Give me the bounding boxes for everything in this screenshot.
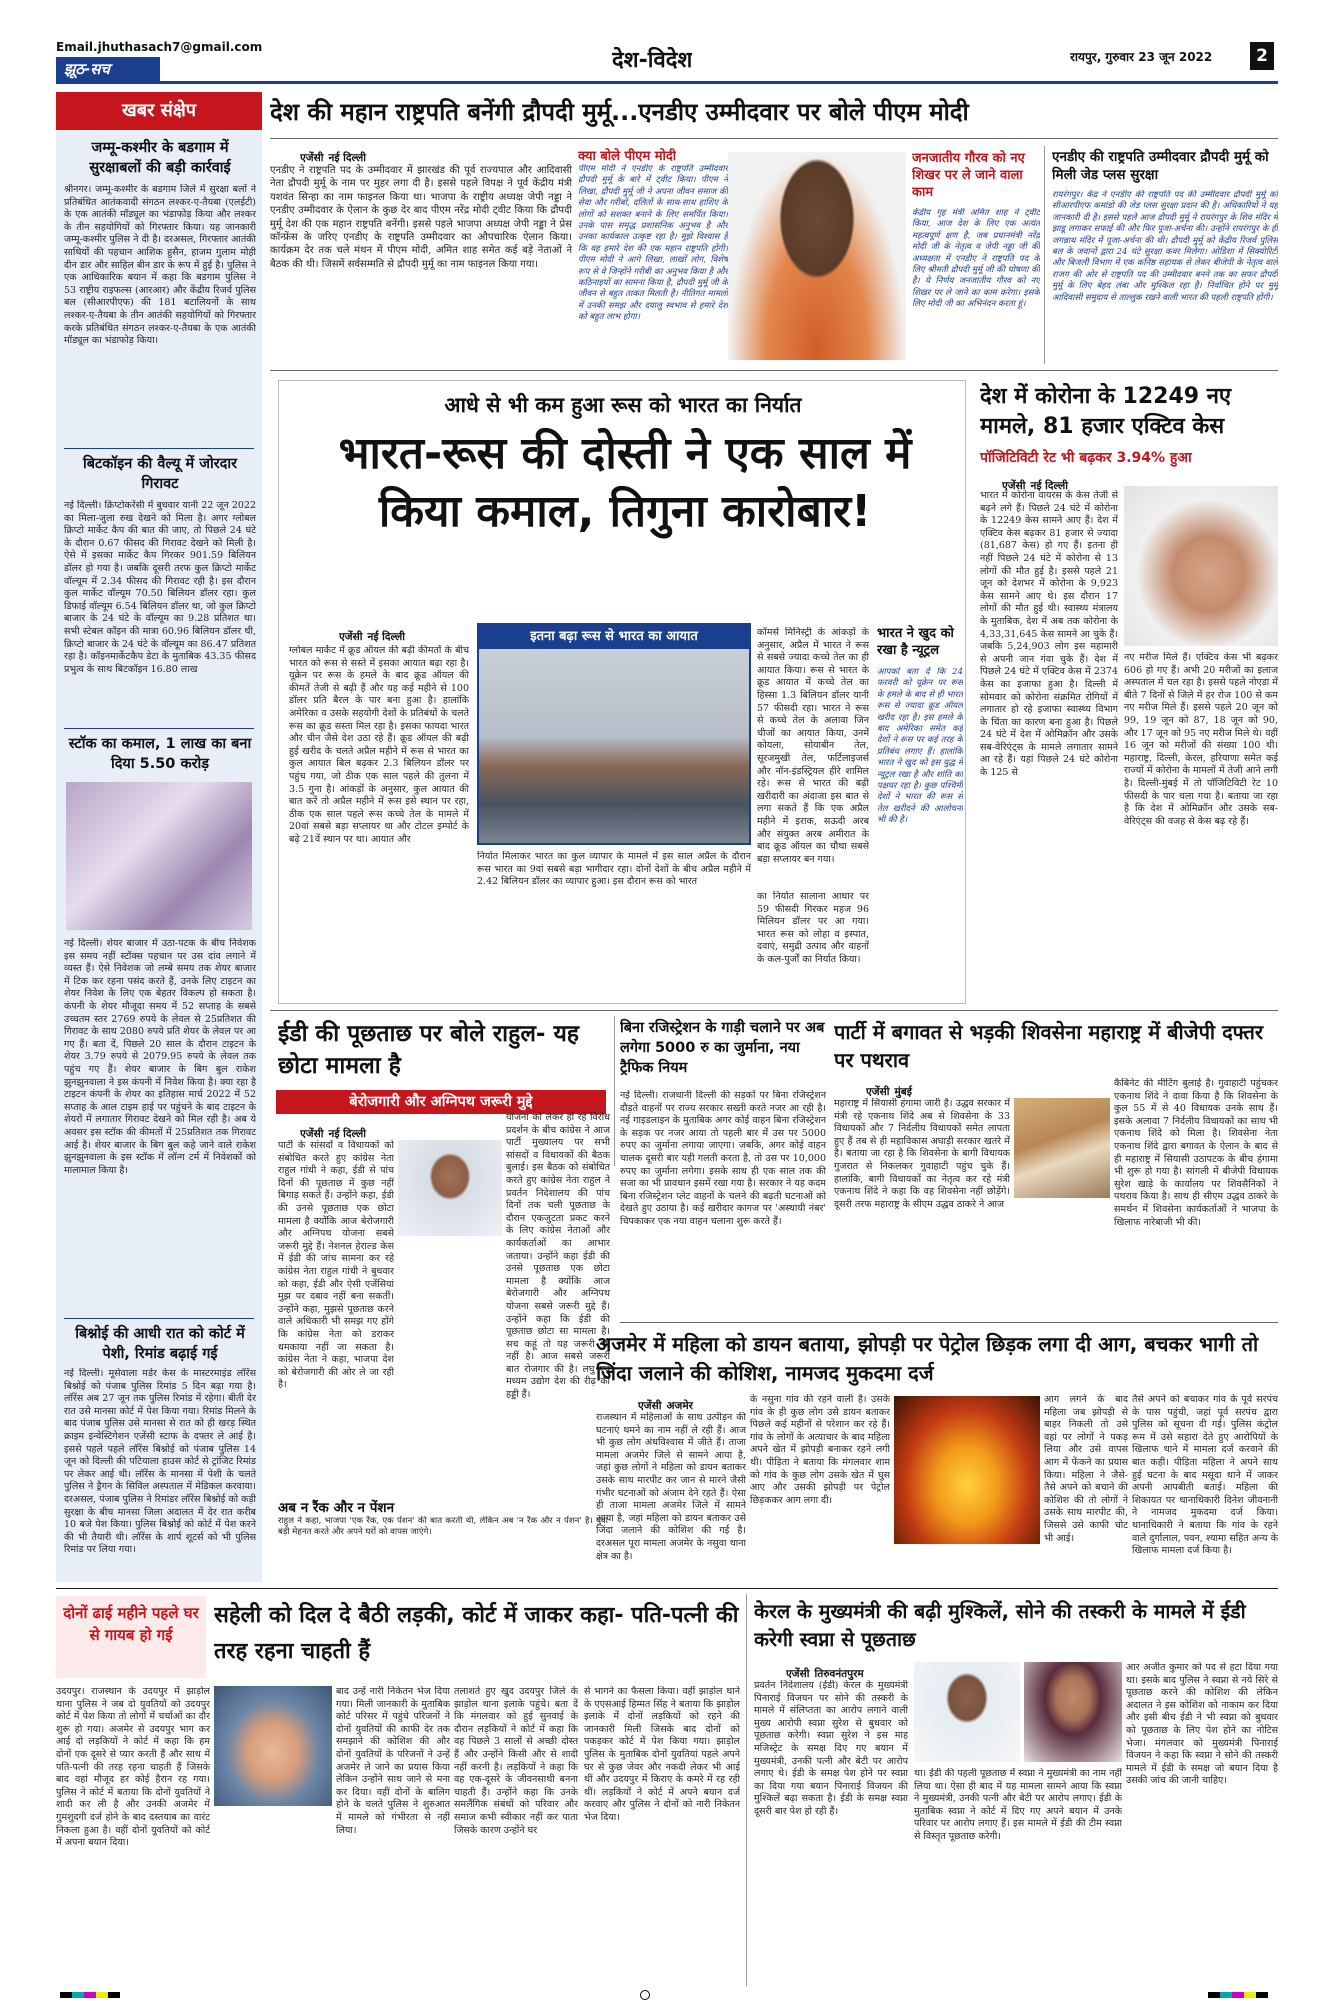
agency-label: एजेंसी — [339, 631, 363, 643]
traffic-body: नई दिल्ली। राजधानी दिल्ली की सड़कों पर बिना रजिस्ट्रेशन दौड़ते वाहनों पर राज्य सरकार सख्ती करते नजर आ रही है। नई गाइडलाइन के मुताबिक अगर कोई वाहन बिना रजिस्ट्रेशन के सड़क पर नजर आया तो पहली बार में उस पर 5000 रुपए का जुर्माना लगाया जाएगा। जबकि, अगर कोई वाहन चालक दूसरी बार यही गलती करता है, तो उस पर 10,000 रुपए का जुर्माना लगेगा। इसके साथ ही एक साल तक की सजा का भी प्रावधान इसमें रखा गया है। सरकार ने यह कदम बिना रजिस्ट्रेशन प्लेट वाहनों के चलने की बढ़ती घटनाओं को देखते हुए उठाया है। कई खरीदार कागज पर 'अस्थायी नंबर' चिपकाकर एक नया वाहन चलाना शुरू करते हैं। — [620, 1090, 826, 1227]
saheli-box: दोनों ढाई महीने पहले घर से गायब हो गई — [56, 1596, 206, 1678]
corona-headline: देश में कोरोना के 12249 नए मामले, 81 हजार एक्टिव केस — [980, 384, 1232, 439]
divider — [270, 370, 1278, 371]
agency-label: एजेंसी — [786, 1668, 810, 1680]
divider — [1044, 146, 1045, 364]
shivsena-body: कैबिनेट की मीटिंग बुलाई है। गुवाहाटी पहुंचकर एकनाथ शिंदे ने दावा किया है कि शिवसेना के कुल 55 में से 40 विधायक उनके साथ हैं। इसके अलावा 7 निर्दलीय विधायकों का साथ भी एकनाथ शिंदे को मिला है। शिवसेना नेता एकनाथ शिंदे द्वारा बगावत के ऐलान के बाद से ही महाराष्ट्र में सियासी उठापटक के बीच हंगामा भी शुरू हो गया है। सांगली में बीजेपी विधायक सुरेश खाड़े के कार्यालय पर शिवसैनिकों ने पथराव किया है। साथ ही सीएम उद्धव ठाकरे के समर्थन में शिवसेना कार्यकर्ताओं ने भाजपा के खिलाफ नारेबाजी भी की। — [1114, 1078, 1278, 1228]
rahul-byline — [300, 1122, 480, 1141]
agency-label: एजेंसी — [300, 152, 324, 164]
agency-label: एजेंसी — [300, 1128, 324, 1140]
masthead-rule — [56, 81, 1278, 84]
registration-mark-left — [60, 1992, 120, 1998]
brief-body: श्रीनगर। जम्मू-कश्मीर के बडगाम जिले में सुरक्षा बलों ने प्रतिबंधित आतंकवादी संगठन लश्कर-ए-तैयबा (एलईटी) के एक आतंकी मॉड्यूल का भंडाफोड़ किया और लश्कर के तीन सहयोगियों को गिरफ्तार किया। यह जानकारी जम्मू-कश्मीर पुलिस ने दी है। दरअसल, गिरफ्तार आतंकी साथियों की पहचान आशिक हुसैन, हाजम गुलाम मोही दीन डार और साहिल बीन डार के रूप में हुई है। पुलिस ने एक आधिकारिक बयान में कहा कि बडगाम पुलिस ने 53 राष्ट्रीय राइफल्स (आरआर) और केंद्रीय रिजर्व पुलिस बल (सीआरपीएफ) की 181 बटालियनों के साथ लश्कर-ए-तैयबा के तीन आतंकी सहयोगियों को गिरफ्तार करके प्रतिबंधित संगठन लश्कर-ए-तैयबा के एक आतंकी मॉड्यूल का भंडाफोड़ किया। — [64, 184, 256, 347]
port-cranes-image — [479, 649, 749, 843]
swapna-photo — [1024, 1662, 1122, 1762]
divider — [614, 1016, 615, 1166]
brief-body: नई दिल्ली। क्रिप्टोकरेंसी में बुधवार यानी 22 जून 2022 का मिला-जुला रुख देखने को मिला है। अगर ग्लोबल क्रिप्टो मार्केट कैप की बात की जाए, तो पिछले 24 घंटे के दौरान 0.67 फीसद की गिरावट देखने को मिली है। ऐसे में इसका मार्केट कैप गिरकर 901.59 बिलियन डॉलर हो गया है। जबकि दूसरी तरफ कुल क्रिप्टो मार्केट वॉल्यूम में 2.34 फीसद की गिरावट रही है। इस दौरान कुल मार्केट वॉल्यूम 70.50 बिलियन डॉलर रहा। कुल डिफाई वॉल्यूम 6.54 बिलियन डॉलर था, जो कुल क्रिप्टो बाजार के 24 घंटे के वॉल्यूम का 9.28 प्रतिशत था। सभी स्टेबल कॉइन की मात्रा 60.96 बिलियन डॉलर थी, क्रिप्टो बाजार के 24 घंटे के वॉल्यूम का 86.47 प्रतिशत रहा है। कॉइनमार्केटकैप डेटा के मुताबिक 43.35 फीसद प्रभुत्व के साथ बिटकॉइन 16.80 लाख — [64, 500, 256, 675]
registration-mark-right — [1208, 1992, 1268, 1998]
lead-body: एनडीए ने राष्ट्रपति पद के उम्मीदवार में झारखंड की पूर्व राज्यपाल और आदिवासी नेता द्रौपदी मुर्मू के नाम पर मुहर लगा दी है। इससे पहले विपक्ष ने पूर्व केंद्रीय मंत्री यशवंत सिन्हा का नाम फाइनल किया था। भाजपा के राष्ट्रीय अध्यक्ष जेपी नड्डा ने एनडीए उम्मीदवार के ऐलान के कुछ देर बाद पीएम नरेंद्र मोदी ट्वीट किया कि द्रौपदी मुर्मू देश की एक महान राष्ट्रपति बनेंगी। इससे पहले भाजपा अध्यक्ष जेपी नड्डा ने प्रेस कॉन्फ्रेंस के जरिए एनडीए के राष्ट्रपति उम्मीदवार का औपचारिक ऐलान किया। कार्यक्रम देर तक चले मंथन में पीएम मोदी, अमित शाह समेत कई बड़े नेताओं ने बैठक की थी। जिसमें सर्वसम्मति से द्रौपदी मुर्मू का नाम फाइनल किया गया। — [270, 165, 572, 270]
neutral-headline: भारत ने खुद को रखा है न्यूट्रल — [877, 626, 954, 658]
hands-photo — [214, 1686, 332, 1806]
brief-body: नई दिल्ली। मूसेवाला मर्डर केस के मास्टरमाइंड लॉरेंस बिश्नोई को पंजाब पुलिस रिमांड 5 दिन बढ़ा गया है। लॉरेंस अब 27 जून तक पुलिस रिमांड में रहेगा। बीती देर रात उसे मानसा कोर्ट में पेश किया गया। रिमांड मिलने के बाद पंजाब पुलिस उसे मानसा से रात को ही खरड़ स्थित क्राइम इन्वेस्टिगेशन एजेंसी स्टाफ के दफ्तर ले आई है। इससे पहले पहले लॉरेंस बिश्नोई को पंजाब पुलिस 14 जून को दिल्ली की पटियाला हाउस कोर्ट से ट्रांजिट रिमांड पर लेकर आई थी। लॉरेंस के मानसा में पेशी के चलते पुलिस ने ड्रैगन के सिविल अस्पताल में मेडिकल करवाया। दरअसल, पंजाब पुलिस ने रिमांडर लॉरेंस बिश्नोई को कड़ी सुरक्षा के बीच मानसा जिला अदालत में देर रात करीब 10 बजे पेश किया। पुलिस बिश्नोई को कोर्ट में पेश करने की भी तैयारी थी। लॉरेंस के शार्प शूटर्स को भी पुलिस रिमांड पर लिया गया। — [64, 1368, 256, 1556]
russia-body: निर्यात मिलाकर भारत का कुल व्यापार के मामले में इस साल अप्रैल के दौरान रूस भारत का 9वां सबसे बड़ा भागीदार रहा। दोनों देशों के बीच अप्रैल महीने में 2.42 बिलियन डॉलर का व्यापार हुआ। इस दौरान रूस को भारत — [477, 851, 751, 888]
ajmer-body: तैसे अपने को बचाकर गांव के पूर्व सरपंच के पास पहुंची, जहां पूर्व सरपंच द्वारा पुलिस को सूचना दी गई। पुलिस कंट्रोल रूम में उसे सहारा देते हुए आरोपियों के खिलाफ थाने में मामला दर्ज करवाने की बात कही। पीड़िता महिला ने अपने साथ हुई घटना के बाद मसूदा थाने में जाकर अपनी आपबीती बताई। महिला की शिकायत पर थानाधिकारी दिनेश जीवनानी ने नामजद मुकदमा दर्ज किया। थानाधिकारी ने बताया कि गांव के रहने वाले दुर्गालाल, पवन, श्यामा सहित अन्य के खिलाफ मामला दर्ज किया है। — [1132, 1394, 1278, 1557]
ajmer-body: के नसुना गांव की रहने वाली है। उसके गांव के ही कुछ लोग उसे डायन बताकर पिछले कई महीनों से परेशान कर रहे हैं। गांव के लोगों के अत्याचार के बाद महिला अपने खेत में झोपड़ी बनाकर रहने लगी थी। पीड़िता ने बताया कि मंगलवार शाम को गांव के कुछ लोग उसके खेत में घुस आए और उसकी झोपड़ी पर पेट्रोल छिड़ककर आग लगा दी। — [750, 1394, 890, 1506]
masthead — [0, 0, 1323, 86]
rahul-subbody: राहुल ने कहा, भाजपा 'एक रैंक, एक पेंशन' की बात करती थी, लेकिन अब 'न रैंक और न पेंशन' है। युवा बड़ी मेहनत करते और अपने घरों को वापस जाएंगे। — [278, 1516, 608, 1538]
corona-subhead: पॉजिटिविटी रेट भी बढ़कर 3.94% हुआ — [980, 450, 1192, 466]
kerala-headline: केरल के मुख्यमंत्री की बढ़ी मुश्किलें, सोने की तस्करी के मामले में ईडी करेगी स्वप्ना से पूछताछ — [754, 1600, 1246, 1651]
sidebar — [56, 92, 262, 1582]
kerala-body: प्रवर्तन निदेशालय (ईडी) केरल के मुख्यमंत्री पिनाराई विजयन पर सोने की तस्करी के मामले में संलिप्तता का आरोप लगाने वाली मुख्य आरोपी स्वप्ना सुरेश से बुधवार को पूछताछ करेगी। स्वप्ना सुरेश ने इस माह मजिस्ट्रेट के समक्ष दिए गए बयान में मुख्यमंत्री, उनकी पत्नी और बेटी पर आरोप लगाए थे। ईडी के समक्ष पेश होने पर स्वप्ना का दिया गया बयान पिनाराई विजयन की मुश्किलें बढ़ा सकता है। ईडी के समक्ष स्वप्ना दूसरी बार पेश हो रही हैं। — [754, 1680, 908, 1817]
import-photo — [477, 623, 751, 845]
swab-test-photo — [1124, 486, 1278, 646]
russia-kicker: आधे से भी कम हुआ रूस को भारत का निर्यात — [444, 393, 802, 417]
rahul-tagline: बेरोजगारी और अग्निपथ जरूरी मुद्दे — [276, 1090, 606, 1114]
city-label: नई दिल्ली — [328, 1128, 367, 1140]
city-label: नई दिल्ली — [328, 152, 367, 164]
lead-byline — [300, 146, 500, 165]
ajmer-headline: अजमेर में महिला को डायन बताया, झोपड़ी पर पेट्रोल छिड़क लगा दी आग, बचकर भागी तो जिंदा जलाने की कोशिश, नामजद मुकदमा दर्ज — [596, 1332, 1259, 1385]
divider — [746, 1594, 747, 1986]
russia-body: का निर्यात सालाना आधार पर 59 फीसदी गिरकर महज 96 मिलियन डॉलर पर आ गया। भारत रूस को लोहा व इस्पात, दवाएं, समुद्री उत्पाद और वाहनों के कल-पुर्जों का निर्यात किया। — [757, 891, 869, 965]
russia-body: ग्लोबल मार्केट में क्रूड ऑयल की बढ़ी कीमतों के बीच भारत को रूस से सस्ते में इसका आयात बढ़ा रहा है। यूक्रेन पर रूस के हमले के बाद क्रूड ऑयल की कीमतें तेजी से बढ़ी हैं और यह कई महीने से 100 डॉलर प्रति बैरल के पार बना हुआ है। हालांकि अमेरिका व उसके सहयोगी देशों के प्रतिबंधों के चलते रूस का क्रूड सस्ता मिल रहा है। इसका फायदा भारत और चीन जैसे देश उठा रहे हैं। क्रूड ऑयल की बढ़ी हुई खरीद के चलते अप्रैल महीने में रूस से भारत का कुल आयात बिल बढ़कर 2.3 बिलियन डॉलर पर पहुंच गया, जो ठीक एक साल पहले की तुलना में 3.5 गुना है। आंकड़ों के अनुसार, कुल आयात की बात करें तो अप्रैल महीने में रूस इसे स्थान पर रहा, ठीक एक साल पहले रूस कच्चे तेल के मामले में 20वां सबसे बड़ा सप्लायर था और टोटल इम्पोर्ट के बढ़े 21वें स्थान पर था। आयात और — [289, 645, 469, 845]
page-number: 2 — [1250, 42, 1274, 70]
brief-body: नई दिल्ली। शेयर बाजार में उठा-पटक के बीच निवेशक इस समय नहीं स्टॉक्स पहचान पर उस दांव लगाने में व्यस्त हैं। ऐसे निवेशक जो लम्बे समय तक शेयर बाजार में टिक कर रहना पसंद करते हैं, उनके लिए टाइटन का शेयर निवेश के लिए एक बेहतर विकल्प हो सकता है। कंपनी के शेयर मौजूदा समय में 52 सप्ताह के सबसे उच्चतम स्तर 2769 रुपये के लेवल से 25प्रतिशत की गिरावट के साथ 2080 रुपये प्रति शेयर के लेवल पर आ गए हैं। बता दें, पिछले 20 साल के दौरान टाइटन के शेयर 3.79 रुपये से 2079.95 रुपये के लेवल तक पहुंच गए हैं। शेयर बाजार के बिग बुल राकेश झुनझुनवाला ने इस कंपनी में निवेश किया है। क्या रहा है टाइटन कंपनी के शेयर का इतिहास मार्च 2022 में 52 सप्ताह के आल टाइम हाई पर पहुंचने के बाद टाइटन के शेयरों में लगातार गिरावट देखने को मिल रही है। अब ये अवसर इस स्टॉक की कीमतों में 25प्रतिशत तक गिरावट आई है। शेयर बाजार के बिग बुल कहे जाने वाले राकेश झुनझुनवाला के इस स्टॉक में लॉन्ग टर्म में निवेशकों को मालामाल किया है। — [64, 938, 256, 1176]
zplus-headline: एनडीए की राष्ट्रपति उम्मीदवार द्रौपदी मुर्मू को मिली जेड प्लस सुरक्षा — [1052, 149, 1269, 183]
corona-body: भारत में कोरोना वायरस के केस तेजी से बढ़ने लगे हैं। पिछले 24 घंटे में कोरोना के 12249 केस सामने आए हैं। देश में एक्टिव केस बढ़कर 81 हजार से ज्यादा (81,687 केस) हो गए हैं। इतना ही नहीं पिछले 24 घंटे में कोरोना से 13 लोगों की मौत हुई है। इससे पहले 21 जून को देशभर में कोरोना के 9,923 केस सामने आए थे। इस दौरान 17 लोगों की मौत हुई थी। स्वास्थ्य मंत्रालय के मुताबिक, देश में अब तक कोरोना के 4,33,31,645 केस सामने आ चुके हैं। जबकि 5,24,903 लोग इस महामारी से अपनी जान गंवा चुके हैं। देश में पिछले 24 घंटे में एक्टिव केस में 2374 केस का इजाफा हुआ है। दिल्ली में सोमवार को कोरोना संक्रमित रोगियों में लगातार हो रहे इजाफा स्वास्थ्य विभाग के चिंता का कारण बना हुआ है। पिछले 24 घंटे में देश में ओमिक्रॉन और उसके सब-वेरिएंट्स के मामले लगातार सामने आ रहे हैं। यहां पिछले 24 घंटे कोरोना के 125 से — [980, 490, 1118, 779]
chief-minister-photo — [914, 1662, 1020, 1762]
registration-mark-center — [640, 1990, 650, 2000]
russia-story — [278, 380, 966, 1004]
divider — [270, 1010, 1278, 1011]
divider — [64, 728, 254, 729]
divider — [270, 138, 1278, 139]
divider — [64, 1318, 254, 1319]
agency-label: एजेंसी — [866, 1086, 890, 1098]
lead-headline: देश की महान राष्ट्रपति बनेंगी द्रौपदी मुर्मू...एनडीए उम्मीदवार पर बोले पीएम मोदी — [270, 98, 969, 126]
city-label: नई दिल्ली — [367, 631, 406, 643]
quote-text: पीएम मोदी ने एनडीए के राष्ट्रपति उम्मीदवार द्रौपदी मुर्मू के बारे में ट्वीट किया। पीएम ने लिखा, द्रौपदी मुर्मू जी ने अपना जीवन समाज की सेवा और गरीबों, दलितों के साथ-साथ हाशिए के लोगों को सशक्त बनाने के लिए समर्पित किया। उनके पास समृद्ध प्रशासनिक अनुभव है और उनका कार्यकाल उत्कृष्ट रहा है। मुझे विश्वास है कि वह हमारे देश की एक महान राष्ट्रपति होंगी। पीएम मोदी ने आगे लिखा, लाखों लोग, विशेष रूप से वे जिन्होंने गरीबी का अनुभव किया है और कठिनाइयों का सामना किया है, द्रौपदी मुर्मू जी के जीवन से बहुत ताकत मिलती है। नीतिगत मामलों में उनकी समझ और दयालु स्वभाव से हमारे देश को बहुत लाभ होगा। — [578, 164, 728, 323]
neutral-body: आपको बता दें कि 24 फरवरी को यूक्रेन पर रूस के हमले के बाद से ही भारत रूस से ज्यादा क्रूड ऑयल खरीद रहा है। इस हमले के बाद अमेरिका समेत कई देशों ने रूस पर कई तरह के प्रतिबंध लगाए हैं। हालांकि भारत ने खुद को इस युद्ध में न्यूट्रल रखा है और शांति का पक्षधर रहा है। कुछ पश्चिमी देशों ने भारत की रूस से तेल खरीदने की आलोचना भी की है। — [877, 667, 963, 826]
divider — [56, 1588, 1278, 1589]
dateline: रायपुर, गुरुवार 23 जून 2022 — [1070, 50, 1213, 64]
email[interactable]: Email.jhuthasach7@gmail.com — [56, 40, 263, 54]
footer — [0, 1990, 1323, 2002]
brief-headline: स्टॉक का कमाल, 1 लाख का बना दिया 5.50 करोड़ — [68, 736, 252, 772]
shivsena-body: महाराष्ट्र में सियासी हंगामा जारी है। उद्धव सरकार में मंत्री रहे एकनाथ शिंदे अब से शिवसेना के 33 विधायकों और 7 निर्दलीय विधायकों समेत लापता हुए हैं तब से ही महाविकास अघाड़ी सरकार खतरे में है। बताया जा रहा है कि शिवसेना के बागी विधायक गुजरात से निकलकर गुवाहाटी पहुंच चुके हैं। हालांकि, बागी विधायकों का नेतृत्व कर रहे मंत्री एकनाथ शिंदे ने कहा कि वह शिवसेना नहीं छोड़ेंगे। दूसरी तरफ महाराष्ट्र के सीएम उद्धव ठाकरे ने आज — [834, 1098, 1010, 1210]
saheli-body: बाद उन्हें नारी निकेतन भेज दिया गया। मिली जानकारी के मुताबिक कोर्ट परिसर में पहुंचे परिजनों ने दोनों युवतियों की काफी देर तक समझाने की कोशिश की और दोनों युवतियों के परिजनों ने उन्हें अजमेर ले जाने का प्रयास किया लेकिन उन्होंने साथ जाने से मना कर दिया। वहीं दोनों के बालिग होने के चलते पुलिस ने शुरुआत में मामले को गंभीरता से नहीं लिया। — [336, 1686, 450, 1836]
shivsena-protest-photo — [1014, 1098, 1110, 1198]
city-label: तिरुवनंतपुरम — [814, 1668, 864, 1680]
brief-headline: बिटकॉइन की वैल्यू में जोरदार गिरावट — [82, 456, 238, 492]
currency-photo — [66, 782, 252, 930]
divider — [64, 448, 254, 449]
rahul-photo — [398, 1140, 502, 1236]
brief-headline: बिश्नोई की आधी रात को कोर्ट में पेशी, रिमांड बढ़ाई गई — [75, 1326, 245, 1362]
rahul-body: योजना को लेकर हो रहे विरोध प्रदर्शन के बीच कांग्रेस ने आज पार्टी मुख्यालय पर सभी सांसदों व विधायकों की बैठक बुलाई। इस बैठक को संबोधित करते हुए कांग्रेस नेता राहुल ने प्रवर्तन निदेशालय की पांच दिनों तक चली पूछताछ के दौरान एकजुटता प्रकट करने के लिए कांग्रेस नेताओं और कार्यकर्ताओं का आभार जताया। उन्होंने कहा ईडी की उनसे पूछताछ एक छोटा मामला है क्योंकि आज बेरोजगारी और अग्निपथ योजना सबसे जरूरी मुद्दे हैं। उन्होंने कहा कि ईडी की पूछताछ छोटा सा मामला है। सच कहूं तो यह जरूरी भी नहीं है। आज सबसे जरूरी बात रोजगार की है। लघु एवं मध्यम उद्योग देश की रीढ़ की हड्डी हैं। — [506, 1112, 610, 1401]
murmu-photo — [728, 152, 906, 360]
fire-photo — [894, 1396, 1040, 1544]
divider — [620, 1322, 1278, 1323]
russia-body: कॉमर्स मिनिस्ट्री के आंकड़ों के अनुसार, अप्रैल में भारत ने रूस से सबसे ज्यादा कच्चे तेल का ही आयात किया। रूस से भारत के क्रूड आयात में कच्चे तेल का हिस्सा 1.3 बिलियन डॉलर यानी 57 फीसदी रहा। भारत ने रूस से कच्चे तेल के अलावा जिन चीजों का आयात किया, उनमें कोयला, सोयाबीन तेल, सूरजमुखी तेल, फर्टिलाइजर्स और नॉन-इंडस्ट्रियल हीरे शामिल रहे। रूस से भारत की बढ़ी खरीदारी का अंदाजा इस बात से लगा सकते हैं कि एक अप्रैल महीने में इराक, सऊदी अरब और संयुक्त अरब अमीरात के बाद क्रूड ऑयल का चौथा सबसे बड़ा सप्लायर बन गया। — [757, 627, 869, 865]
saheli-body: उदयपुर। राजस्थान के उदयपुर में झाड़ोल थाना पुलिस ने जब दो युवतियों को उदयपुर कोर्ट में पेश किया तो लोगों में चर्चाओं का दौर शुरू हो गया। अजमेर से उदयपुर भाग कर आई दो लड़कियों ने कोर्ट में कहा कि हम दोनों एक दूसरे से प्यार करती हैं और साथ में पति-पत्नी की तरह रहना चाहती हैं जिसके बाद वहां मौजूद हर कोई हैरान रह गया। पुलिस ने कोर्ट में बताया कि दोनों युवतियों ने शादी कर ली है और उनकी अजमेर में गुमशुदगी दर्ज होने के बाद दस्तयाब का वारंट निकला हुआ है। वहीं दोनों युवतियों को कोर्ट में अपना बयान दिया। — [56, 1686, 210, 1849]
shivsena-headline: पार्टी में बगावत से भड़की शिवसेना महाराष्ट्र में बीजेपी दफ्तर पर पथराव — [834, 1020, 1264, 1072]
saheli-body: से भागने का फैसला किया। वहीं झाड़ोल थाने के एएसआई हिम्मत सिंह ने बताया कि झाड़ोल इलाके में दोनों लड़कियों को रहने की जानकारी मिली जिसके बाद दोनों को पकड़कर कोर्ट में पेश किया गया। झाड़ोल पुलिस के मुताबिक दोनों युवतियां पहले अपने घर से कुछ जेवर और नकदी लेकर भी आई थीं और उदयपुर में किराए के कमरे में रह रही थीं। लड़कियों ने कोर्ट में अपने बयान दर्ज करवाए और पुलिस ने दोनों को नारी निकेतन भेज दिया। — [584, 1686, 740, 1823]
ajmer-body: राजस्थान में महिलाओं के साथ उत्पीड़न की घटनाएं थमने का नाम नहीं ले रही हैं। आज भी कुछ लोग अंधविश्वास में जीते हैं। ताजा मामला अजमेर जिले से सामने आया है, जहां कुछ लोगों ने महिला को डायन बताकर उसके साथ मारपीट कर जान से मारने जैसी गंभीर घटनाओं को अंजाम देने रहते हैं। ऐसा ही ताजा मामला अजमेर जिले में सामने आया है, जहां महिला को डायन बताकर उसे जिंदा जलाने की कोशिश की गई है। दरअसल पूरा मामला अजमेर के नसुवा थाना क्षेत्र का है। — [596, 1412, 746, 1562]
quote-box — [578, 146, 906, 362]
shivsena-byline — [866, 1080, 1046, 1099]
quote-title: क्या बोले पीएम मोदी — [578, 149, 677, 164]
agency-label: एजेंसी — [638, 1400, 662, 1412]
section-title: देश-विदेश — [612, 48, 693, 73]
rahul-subhead: अब न रैंक और न पेंशन — [278, 1500, 395, 1516]
brief-headline: जम्मू-कश्मीर के बडगाम में सुरक्षाबलों की बड़ी कार्रवाई — [89, 140, 231, 176]
zplus-body: रायरंगपुर। केंद्र ने एनडीए की राष्ट्रपति पद की उम्मीदवार द्रौपदी मुर्मू को सीआरपीएफ कमांडो की जेड प्लस सुरक्षा प्रदान की है। अधिकारियों ने यह जानकारी दी है। इससे पहले आज द्रौपदी मुर्मू ने रायरंगपुर के शिव मंदिर में झाडू लगाकर सफाई की और फिर पूजा-अर्चना की। उन्होंने रायरंगपुर के ही जगन्नाथ मंदिर में पूजा-अर्चना की थी। द्रौपदी मुर्मू को केंद्रीय रिजर्व पुलिस बल के जवानों द्वारा 24 घंटे सुरक्षा कवर मिलेगा। ओडिशा में सिक्योरिटी और बिजली विभाग में एक कनिष्ठ सहायक से लेकर बीजेपी के नेतृत्व वाले राजग की ओर से राष्ट्रपति पद की उम्मीदवार बनने तक का सफर द्रौपदी मुर्मू के लिए बेहद लंबा और मुश्किल रहा है। निर्वाचित होने पर मुर्मू आदिवासी समुदाय से ताल्लुक रखने वाली भारत की पहली राष्ट्रपति होंगी। — [1052, 190, 1278, 303]
city-label: अजमेर — [666, 1400, 693, 1412]
rahul-headline: ईडी की पूछताछ पर बोले राहुल- यह छोटा मामला है — [278, 1021, 580, 1079]
rahul-body: पार्टी के सांसदों व विधायकों को संबोधित करते हुए कांग्रेस नेता राहुल गांधी ने कहा, ईडी से पांच दिनों की पूछताछ में कुछ नहीं बिगाड़ सकते हैं। उन्होंने कहा, ईडी की उनसे पूछताछ एक छोटा मामला है क्योंकि आज बेरोजगारी और अग्निपथ योजना सबसे जरूरी मुद्दे हैं। नेशनल हेराल्ड केस में ईडी की जांच सामना कर रहे कांग्रेस नेता राहुल गांधी ने बुधवार को कहा, ईडी और ऐसी एजेंसियां मुझ पर दबाव नहीं बना सकतीं। उन्होंने कहा, मुझसे पूछताछ करने वाले अधिकारी भी समझ गए होंगे कि कांग्रेस नेता को डराकर धमकाया नहीं जा सकता है। कांग्रेस नेता ने कहा, भाजपा देश को बेरोजगारी की ओर ले जा रही है। — [278, 1140, 394, 1391]
kerala-body: आर अजीत कुमार को पद से हटा दिया गया था। इसके बाद पुलिस ने स्वप्ना से नये सिरे से पूछताछ करने की कोशिश की लेकिन अदालत ने इस कोशिश को नाकाम कर दिया और इसी बीच ईडी ने भी स्वप्ना को बुधवार को पूछताछ के लिए पेश होने का नोटिस भेजा। मंगलवार को मुख्यमंत्री पिनाराई विजयन ने कहा कि स्वप्ना ने सोने की तस्करी मामले में ईडी के समक्ष जो बयान दिया है उसकी जांच की जानी चाहिए। — [1126, 1662, 1278, 1787]
side-body: केंद्रीय गृह मंत्री अमित शाह ने ट्वीट किया, आज देश के लिए एक अत्यंत महत्वपूर्ण क्षण है, जब प्रधानमंत्री नरेंद्र मोदी जी के नेतृत्व व जेपी नड्डा जी की अध्यक्षता में एनडीए ने राष्ट्रपति पद के लिए श्रीमती द्रौपदी मुर्मू जी की घोषणा की है। ये निर्णय जनजातीय गौरव को नए शिखर पर ले जाने का काम करेगा। इसके लिए मोदी जी का अभिनंदन करता हूं। — [912, 208, 1040, 310]
sidebar-title: खबर संक्षेप — [56, 92, 262, 130]
kerala-body: था। ईडी की पहली पूछताछ में स्वप्ना ने मुख्यमंत्री का नाम नहीं लिया था। ऐसा ही बाद में यह मामला सामने आया कि स्वप्ना ने मुख्यमंत्री, उनकी पत्नी और बेटी पर आरोप लगाए। ईडी के मुताबिक स्वप्ना ने कोर्ट में दिए गए अपने बयान में उनके परिवार पर आरोप लगाए हैं। इस मामले में ईडी की टीम स्वप्ना से विस्तृत पूछताछ करेगी। — [914, 1768, 1122, 1842]
agency-label: एजेंसी — [1002, 480, 1026, 492]
corona-body: नए मरीज मिले हैं। एक्टिव केस भी बढ़कर 606 हो गए हैं। अभी 20 मरीजों का इलाज अस्पताल में चल रहा है। इससे पहले नोएडा में बीते 7 दिनों से जिले में हर रोज 100 से कम नए मरीज मिले हैं। इससे पहले 20 जून को 99, 19 जून को 87, 18 जून को 90, और 17 जून को 95 नए मरीज मिले थे। वहीं 16 जून को मरीजों की संख्या 100 थी। महाराष्ट्र, दिल्ली, केरल, हरियाणा समेत कई राज्यों में कोरोना के मामलों में तेजी आने लगी है। दिल्ली-मुंबई में तो पॉजिटिविटी रेट 10 फीसदी के पार चला गया है। बताया जा रहा है कि देश में ओमिक्रॉन और उसके सब-वेरिएंट्स की वजह से केस बढ़ रहे हैं। — [1124, 652, 1278, 827]
saheli-body: तलाशते हुए खुद उदयपुर जिले के झाड़ोल थाना इलाके पहुंचे। बता दें कि मंगलवार को हुई सुनवाई के दौरान लड़कियों ने कोर्ट में कहा कि वह पिछले 3 सालों से अच्छी दोस्त हैं और उन्होंने किसी और से शादी नहीं करनी है। लड़कियों ने कहा कि वह एक-दूसरे के जीवनसाथी बनना चाहती हैं। उन्होंने कहा कि उनके समलैंगिक संबंधों को परिवार और समाज कभी स्वीकार नहीं कर पाता जिसके कारण उन्होंने घर — [454, 1686, 578, 1836]
photo-caption: इतना बढ़ा रूस से भारत का आयात — [479, 625, 749, 649]
brand-logo: झूठ-सच — [56, 57, 160, 81]
traffic-headline: बिना रजिस्ट्रेशन के गाड़ी चलाने पर अब लगेगा 5000 रु का जुर्माना, नया ट्रैफिक नियम — [620, 1020, 825, 1076]
russia-headline: भारत-रूस की दोस्ती ने एक साल में किया कमाल, तिगुना कारोबार! — [338, 428, 912, 537]
city-label: नई दिल्ली — [1030, 480, 1069, 492]
saheli-headline: सहेली को दिल दे बैठी लड़की, कोर्ट में जाकर कहा- पति-पत्नी की तरह रहना चाहती हैं — [214, 1603, 739, 1664]
ajmer-body: आग लगने के बाद महिला जब झोपड़ी से बाहर निकली तो उसे वहां पर लोगों ने पकड़ लिया और उसे वापस आग में फेंकने का प्रयास किया। महिला ने जैसे-तैसे अपने को बचाने की कोशिश की तो लोगों ने उसके साथ मारपीट की, जिससे उसे काफी चोट भी आई। — [1044, 1394, 1128, 1544]
side-headline: जनजातीय गौरव को नए शिखर पर ले जाने वाला काम — [912, 151, 1025, 200]
city-label: मुंबई — [894, 1086, 912, 1098]
